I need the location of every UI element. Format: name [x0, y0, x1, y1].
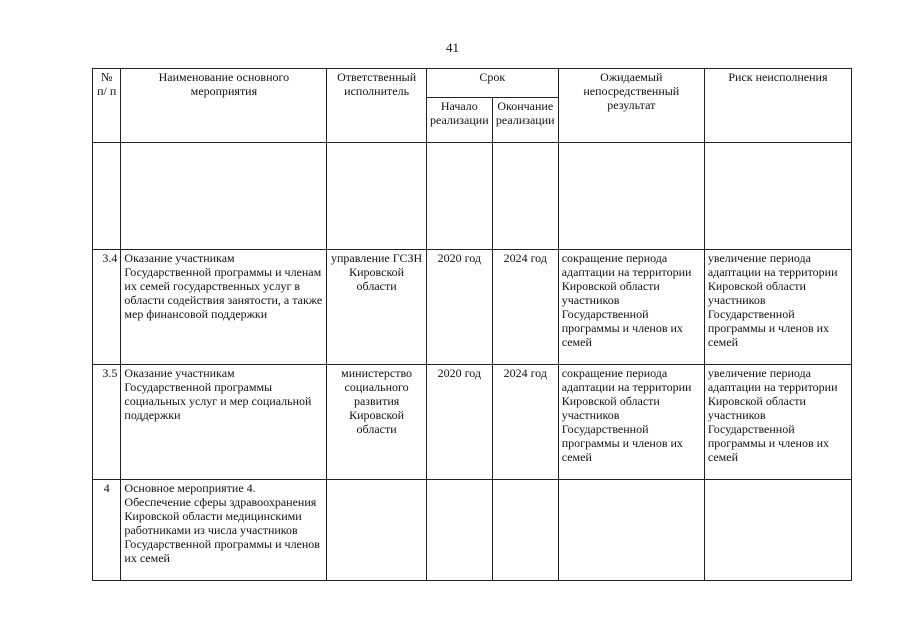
row-end: 2024 год [492, 365, 558, 480]
header-num: № п/ п [93, 69, 121, 143]
row-end: 2024 год [492, 250, 558, 365]
row-risk: увеличение периода адаптации на территории Кировской области участников Государственной программы и членов их семей [704, 365, 851, 480]
measures-table [92, 68, 852, 581]
row-result: сокращение периода адаптации на территории Кировской области участников Государственной программы и членов их семей [558, 250, 704, 365]
page-number: 41 [446, 40, 459, 55]
row-end [492, 480, 558, 581]
table-row [93, 250, 852, 365]
row-result: сокращение периода адаптации на территории Кировской области участников Государственной программы и членов их семей [558, 365, 704, 480]
header-executor: Ответственный исполнитель [327, 69, 426, 143]
row-num: 3.4 [93, 250, 121, 365]
row-executor: министерство социального развития Кировской области [327, 365, 426, 480]
row-start: 2020 год [426, 365, 492, 480]
row-executor [327, 480, 426, 581]
row-risk [704, 480, 851, 581]
table-row [93, 480, 852, 581]
row-result [558, 480, 704, 581]
header-start: Начало реализации [426, 98, 492, 143]
row-name: Основное мероприятие 4. Обеспечение сферы здравоохранения Кировской области медицинскими работниками из числа участников Государственной программы и членов их семей [121, 480, 327, 581]
header-term: Срок [426, 69, 558, 98]
row-num: 3.5 [93, 365, 121, 480]
row-name: Оказание участникам Государственной программы социальных услуг и мер социальной поддержки [121, 365, 327, 480]
header-end: Окончание реализации [492, 98, 558, 143]
row-start: 2020 год [426, 250, 492, 365]
row-executor: управление ГСЗН Кировской области [327, 250, 426, 365]
header-result: Ожидаемый непосредственный результат [558, 69, 704, 143]
row-num: 4 [93, 480, 121, 581]
header-risk: Риск неисполнения [704, 69, 851, 143]
row-risk: увеличение периода адаптации на территории Кировской области участников Государственной программы и членов их семей [704, 250, 851, 365]
table-row [93, 365, 852, 480]
row-name: Оказание участникам Государственной программы и членам их семей государственных услуг в области содействия занятости, а также мер финансовой поддержки [121, 250, 327, 365]
table-header-row [93, 69, 852, 98]
header-name: Наименование основного мероприятия [121, 69, 327, 143]
table-row-empty [93, 143, 852, 250]
row-start [426, 480, 492, 581]
